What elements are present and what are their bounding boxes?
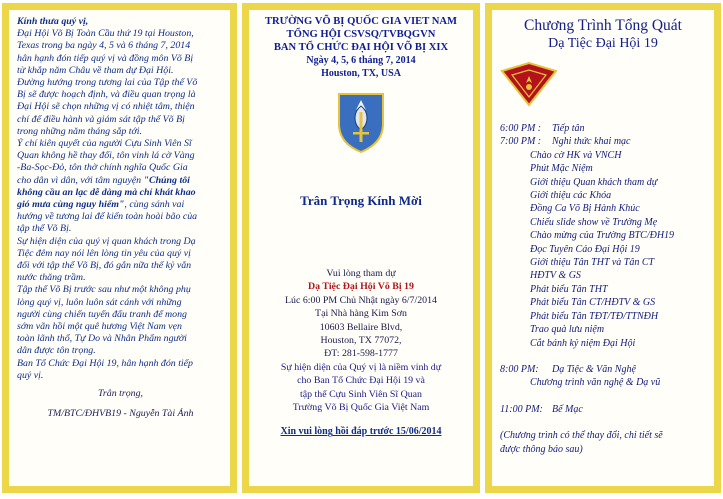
program-note: (Chương trình có thể thay đổi, chi tiết sẽ	[500, 430, 663, 442]
letter-line-text: cho dân vì dân, với tâm nguyện	[17, 174, 142, 186]
letter-line-text: nước thăng trầm.	[17, 272, 86, 284]
info-closing-2: cho Ban Tổ Chức Đại Hội 19 và	[297, 375, 425, 387]
letter-line	[17, 89, 224, 101]
letter-line	[17, 284, 224, 296]
letter-line-text: Đại Hội sẽ chọn những vị có nhiệt tâm, thiện	[17, 101, 195, 113]
academy-emblem-icon	[333, 90, 389, 154]
program-item: Bế Mạc	[552, 403, 583, 415]
info-time: Lúc 6:00 PM Chủ Nhật ngày 6/7/2014	[285, 294, 437, 306]
info-address-1: 10603 Bellaire Blvd,	[319, 321, 403, 333]
letter-line	[17, 175, 224, 187]
letter-line	[17, 211, 224, 223]
letter-line	[17, 28, 224, 40]
letter-line	[17, 370, 224, 382]
program-subitem: Chương trình văn nghệ & Dạ vũ	[530, 377, 661, 389]
letter-line	[17, 248, 224, 260]
program-spacer	[500, 390, 706, 403]
letter-line	[17, 333, 224, 345]
program-subitem: Đồng Ca Võ Bị Hành Khúc	[530, 203, 640, 215]
info-closing-1: Sự hiện diện của Quý vị là niềm vinh dự	[280, 361, 442, 373]
event-info	[256, 267, 466, 414]
letter-signature: TM/BTC/ĐHVB19 - Nguyễn Tài Ánh	[47, 408, 194, 420]
letter-line	[17, 138, 224, 150]
letter-line	[17, 345, 224, 357]
program-time: 11:00 PM:	[500, 403, 543, 415]
invitation-title: Trân Trọng Kính Mời	[300, 193, 422, 208]
program-item: Tiếp tân	[552, 123, 585, 134]
letter-line	[17, 114, 224, 126]
reunion-badge-icon	[500, 61, 558, 107]
letter-line-text: Đường hướng trong tương lai của Tập thể Võ	[17, 77, 198, 89]
program-subitem: Giới thiệu các Khóa	[530, 190, 612, 202]
letter-line-text: toàn lãnh thổ, Tự Do và Nhân Phẩm người	[17, 333, 187, 345]
program-entry	[500, 363, 706, 376]
program-subitem: Cắt bánh kỷ niệm Đại Hội	[530, 337, 636, 349]
letter-line	[17, 77, 224, 89]
letter-line-text: đối với tập thể Võ Bị, đó gắn nữa thế kỷ vắn	[17, 260, 192, 272]
invitation-panel	[242, 3, 480, 493]
letter-line	[17, 162, 224, 174]
letter-line	[17, 297, 224, 309]
info-closing-3: tập thể Cựu Sinh Viên Sĩ Quan	[300, 388, 422, 400]
letter-line	[17, 199, 224, 211]
letter-line-text: sớm vãn hồi một quê hương Việt Nam vẹn	[17, 321, 182, 333]
program-panel	[485, 3, 721, 493]
letter-line-text: quý vị.	[17, 369, 44, 381]
letter-line-text: Texas trong ba ngày 4, 5 và 6 tháng 7, 2014	[17, 40, 191, 52]
letter-line-text: Sự hiện diện của quý vị quan khách trong Dạ	[17, 235, 196, 247]
letter-line	[17, 321, 224, 333]
program-item: Dạ Tiệc & Văn Nghệ	[552, 363, 636, 375]
letter-line-text: không cầu an lạc dễ dàng mà chỉ khát khao	[17, 186, 196, 198]
letter-line	[17, 40, 224, 52]
header-committee: BAN TỔ CHỨC ĐẠI HỘI VÕ BỊ XIX	[273, 42, 449, 53]
header-dates: Ngày 4, 5, 6 tháng 7, 2014	[306, 55, 416, 66]
header-school: TRƯỜNG VÕ BỊ QUỐC GIA VIET NAM	[264, 16, 458, 27]
letter-line-text: gió mưa cùng nguy hiểm"	[17, 199, 125, 211]
letter-line-text: trong những năm tháng sắp tới.	[17, 125, 142, 137]
letter-line-tail: , cùng sánh vai	[124, 199, 185, 211]
letter-line-text: Ban Tổ Chức Đại Hội 19, hân hạnh đón tiếp	[17, 357, 193, 369]
letter-line	[17, 309, 224, 321]
letter-line-text: Ý chí kiên quyết của người Cựu Sinh Viên Sĩ	[17, 138, 192, 150]
program-time: 8:00 PM:	[500, 363, 539, 375]
letter-line	[17, 16, 224, 28]
program-subitem: Phút Mặc Niệm	[530, 163, 593, 175]
rsvp-note: Xin vui lòng hồi đáp trước 15/06/2014	[280, 426, 442, 438]
program-subitem: Đọc Tuyên Cáo Đại Hội 19	[530, 243, 640, 255]
header-location: Houston, TX, USA	[321, 68, 401, 79]
program-time: 7:00 PM :	[500, 136, 542, 148]
letter-line-text: Kính thưa quý vị,	[17, 16, 89, 27]
letter-line	[17, 53, 224, 65]
letter-line	[17, 260, 224, 272]
letter-line	[17, 126, 224, 138]
program-subitem: Phát biểu Tân TĐT/TĐ/TTNĐH	[530, 310, 659, 322]
letter-line	[17, 101, 224, 113]
header-association: TỔNG HỘI CSVSQ/TVBQGVN	[286, 29, 436, 40]
program-subitem: HĐTV & GS	[530, 270, 581, 282]
info-closing-4: Trường Võ Bị Quốc Gia Việt Nam	[292, 402, 430, 414]
letter-line-text: từ khắp năm Châu về tham dự Đại Hội.	[17, 64, 174, 76]
info-address-2: Houston, TX 77072,	[320, 335, 402, 347]
letter-line	[17, 272, 224, 284]
program-subitem: Phát biểu Tân CT/HĐTV & GS	[530, 297, 656, 309]
program-spacer	[500, 350, 706, 363]
program-time: 6:00 PM :	[500, 123, 542, 134]
program-entry	[500, 135, 706, 148]
letter-line-text: Bị sẽ được hoạch định, và điều quan trọng là	[17, 89, 196, 101]
program-entry	[500, 122, 706, 135]
letter-line	[17, 236, 224, 248]
program-subitem: Chiếu slide show về Trường Mẹ	[530, 216, 658, 228]
letter-line-text: lòng quý vị, luôn luôn sát cánh với những	[17, 296, 182, 308]
program-entry	[500, 403, 706, 416]
letter-line-tail: "Chúng tôi	[141, 174, 190, 186]
letter-line-text: chí để điều hành và giám sát tập thể Võ Bị	[17, 113, 185, 125]
welcome-letter-text	[17, 16, 224, 382]
program-schedule	[500, 122, 706, 456]
letter-line	[17, 65, 224, 77]
program-note: được thông báo sau)	[500, 443, 583, 455]
letter-line-text: -Ba-Sọc-Đỏ, tôn thờ chính nghĩa Quốc Gia	[17, 162, 188, 174]
letter-line-text: hân hạnh đón tiếp quý vị và đồng môn Võ Bị	[17, 52, 194, 64]
program-subitem: Chào cờ HK và VNCH	[530, 149, 622, 161]
letter-line-text: người cùng chiến tuyến đấu tranh để mong	[17, 308, 187, 320]
letter-line-text: dân được tôn trọng.	[17, 345, 96, 357]
program-item: Nghi thức khai mạc	[552, 136, 631, 148]
letter-line	[17, 150, 224, 162]
program-title: Chương Trình Tổng Quát	[524, 17, 682, 34]
program-subitem: Phát biểu Tân THT	[530, 283, 608, 295]
info-please-attend: Vui lòng tham dự	[326, 268, 396, 279]
letter-line-text: Đại Hội Võ Bị Toàn Cầu thứ 19 tại Houston,	[17, 28, 194, 40]
welcome-letter-panel	[2, 3, 237, 493]
letter-line-text: hướng về tương lai để kiến toàn hoài bão của	[17, 211, 198, 223]
program-subitem: Trao quà lưu niệm	[530, 324, 605, 336]
letter-line-text: Quan không hề thay đổi, tôn vinh lá cờ Vàng	[17, 150, 195, 162]
letter-closing: Trân trọng,	[97, 388, 143, 400]
letter-line-text: tập thể Võ Bị.	[17, 223, 72, 235]
info-venue: Tại Nhà hàng Kim Sơn	[315, 308, 407, 320]
letter-line-text: Tập thể Võ Bị trước sau như một không phụ	[17, 284, 191, 296]
letter-line	[17, 358, 224, 370]
program-subitem: Giới thiệu Tân THT và Tân CT	[530, 257, 655, 269]
info-phone: ĐT: 281-598-1777	[324, 348, 398, 360]
letter-line-text: Tiệc đêm nay nói lên lòng tin yêu của quý vị	[17, 247, 191, 259]
program-subtitle: Dạ Tiệc Đại Hội 19	[548, 36, 658, 51]
letter-line	[17, 223, 224, 235]
program-subitem: Chào mừng của Trường BTC/ĐH19	[530, 230, 675, 242]
letter-line	[17, 187, 224, 199]
program-spacer	[500, 416, 706, 429]
program-subitem: Giới thiệu Quan khách tham dự	[530, 176, 658, 188]
info-event-name: Dạ Tiệc Đại Hội Võ Bị 19	[308, 281, 414, 293]
